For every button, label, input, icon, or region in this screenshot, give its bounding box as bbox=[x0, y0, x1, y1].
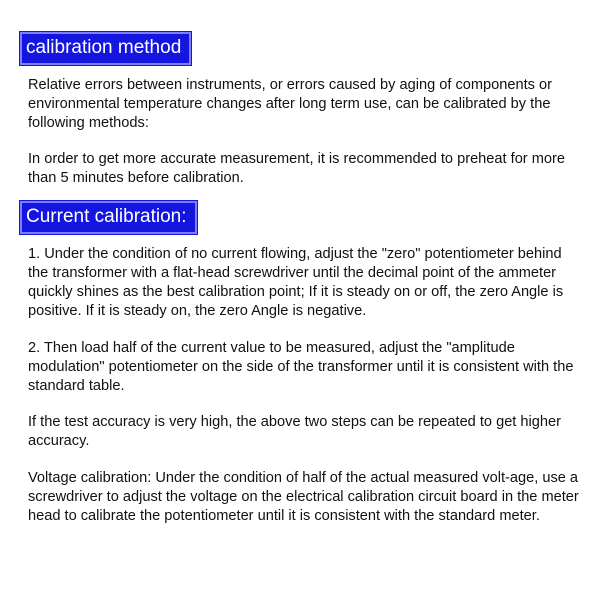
repeat-steps-paragraph: If the test accuracy is very high, the above two steps can be repeated to get higher accuracy. bbox=[28, 414, 561, 449]
step-two-paragraph: 2. Then load half of the current value to be measured, adjust the "amplitude modulation" potentiometer on the side of the transformer until it is consistent with the standard table. bbox=[28, 340, 574, 394]
intro-paragraph: Relative errors between instruments, or errors caused by aging of components or environmental temperature changes after long term use, can be calibrated by the following methods: bbox=[28, 77, 553, 131]
preheat-paragraph: In order to get more accurate measurement, it is recommended to preheat for more than 5 minutes before calibration. bbox=[28, 151, 565, 186]
calibration-method-heading: calibration method bbox=[20, 32, 191, 65]
step-one-paragraph: 1. Under the condition of no current flowing, adjust the "zero" potentiometer behind the transformer with a flat-head screwdriver until the decimal point of the ammeter quickly shines as the best calibration point; If it is steady on or off, the zero Angle is positive. If it is steady on, the zero Angle is negative. bbox=[28, 246, 564, 319]
voltage-calibration-paragraph: Voltage calibration: Under the condition of half of the actual measured volt-age, use a screwdriver to adjust the voltage on the electrical calibration circuit board in the meter head to calibrate the potentiometer until it is consistent with the standard meter. bbox=[28, 470, 579, 524]
current-calibration-heading: Current calibration: bbox=[20, 201, 197, 234]
